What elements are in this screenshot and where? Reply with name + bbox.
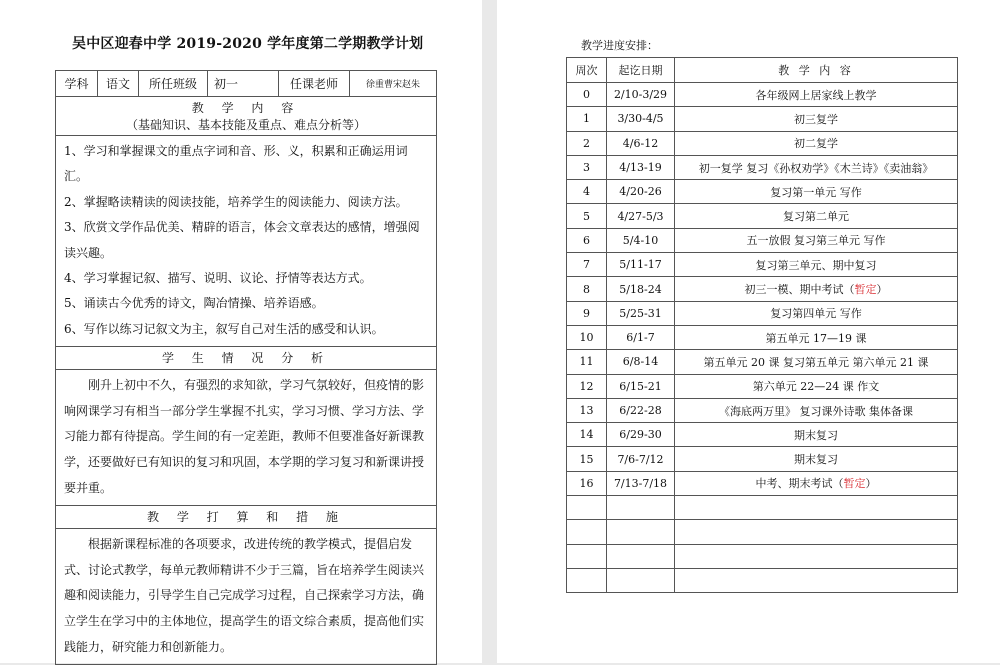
content-text: 初一复学 复习《孙权劝学》《木兰诗》《卖油翁》 bbox=[698, 161, 934, 175]
empty-row bbox=[567, 544, 958, 568]
content-cell bbox=[675, 447, 958, 471]
content-cell bbox=[675, 398, 958, 422]
empty-cell bbox=[607, 544, 675, 568]
week-cell: 15 bbox=[567, 447, 607, 471]
schedule-row bbox=[567, 107, 958, 131]
content-cell bbox=[675, 350, 958, 374]
header-dates: 起讫日期 bbox=[607, 58, 675, 83]
content-items bbox=[56, 136, 437, 347]
week-cell: 0 bbox=[567, 83, 607, 107]
dates-cell: 5/11-17 bbox=[607, 253, 675, 277]
dates-cell: 5/4-10 bbox=[607, 228, 675, 252]
week-cell: 3 bbox=[567, 155, 607, 179]
content-item: 6、写作以练习记叙文为主，叙写自己对生活的感受和认识。 bbox=[64, 321, 384, 336]
content-cell bbox=[675, 301, 958, 325]
week-cell: 4 bbox=[567, 180, 607, 204]
week-cell: 6 bbox=[567, 228, 607, 252]
week-cell: 2 bbox=[567, 131, 607, 155]
schedule-row bbox=[567, 350, 958, 374]
student-analysis-text: 刚升上初中不久，有强烈的求知欲，学习气氛较好，但疫情的影响网课学习有相当一部分学生掌握不扎实，学习习惯、学习方法、学习能力都有待提高。学生间的有一定差距，教师不但要准备好新课教学，还要做好已有知识的复习和巩固，本学期的学习复习和新课讲授要并重。 bbox=[64, 378, 425, 495]
week-cell: 13 bbox=[567, 398, 607, 422]
document-page-left bbox=[0, 0, 482, 663]
content-text: 中考、期末考试（ bbox=[755, 477, 844, 491]
dates-cell: 6/8-14 bbox=[607, 350, 675, 374]
empty-cell bbox=[675, 520, 958, 544]
student-section-body bbox=[56, 370, 437, 506]
schedule-row bbox=[567, 301, 958, 325]
dates-cell: 4/13-19 bbox=[607, 155, 675, 179]
dates-cell: 6/15-21 bbox=[607, 374, 675, 398]
schedule-row bbox=[567, 131, 958, 155]
empty-cell bbox=[567, 544, 607, 568]
empty-cell bbox=[675, 496, 958, 520]
schedule-row bbox=[567, 180, 958, 204]
content-cell bbox=[675, 204, 958, 228]
empty-cell bbox=[567, 496, 607, 520]
week-cell: 16 bbox=[567, 471, 607, 495]
content-text: 复习第四单元 写作 bbox=[770, 307, 862, 321]
content-item: 2、掌握略读精读的阅读技能，培养学生的阅读能力、阅读方法。 bbox=[64, 194, 408, 209]
subject-label: 学科 bbox=[56, 71, 98, 97]
dates-cell: 2/10-3/29 bbox=[607, 83, 675, 107]
content-section-header bbox=[56, 97, 437, 136]
content-text: 第五单元 20 课 复习第五单元 第六单元 21 课 bbox=[703, 355, 929, 369]
empty-row bbox=[567, 496, 958, 520]
week-cell: 9 bbox=[567, 301, 607, 325]
dates-cell: 4/27-5/3 bbox=[607, 204, 675, 228]
week-cell: 12 bbox=[567, 374, 607, 398]
content-text: 期末复习 bbox=[794, 453, 838, 467]
schedule-row bbox=[567, 253, 958, 277]
content-cell bbox=[675, 131, 958, 155]
tentative-note: 暂定 bbox=[843, 477, 866, 491]
content-text: 五一放假 复习第三单元 写作 bbox=[746, 234, 886, 248]
empty-cell bbox=[675, 568, 958, 592]
schedule-row bbox=[567, 423, 958, 447]
content-cell bbox=[675, 423, 958, 447]
dates-cell: 6/1-7 bbox=[607, 325, 675, 349]
content-text: 第五单元 17—19 课 bbox=[765, 331, 867, 345]
content-text: 复习第二单元 bbox=[783, 210, 849, 224]
note-close: ） bbox=[876, 283, 888, 297]
week-cell: 10 bbox=[567, 325, 607, 349]
dates-cell: 7/6-7/12 bbox=[607, 447, 675, 471]
empty-row bbox=[567, 568, 958, 592]
content-section-subtitle: （基础知识、基本技能及重点、难点分析等） bbox=[125, 118, 366, 132]
dates-cell: 6/22-28 bbox=[607, 398, 675, 422]
class-value: 初一 bbox=[208, 71, 279, 97]
content-text: 初三一模、期中考试（ bbox=[744, 283, 855, 297]
schedule-row bbox=[567, 374, 958, 398]
content-cell bbox=[675, 277, 958, 301]
dates-cell: 4/20-26 bbox=[607, 180, 675, 204]
empty-cell bbox=[607, 520, 675, 544]
content-text: 初三复学 bbox=[794, 112, 838, 126]
schedule-row bbox=[567, 228, 958, 252]
schedule-header-row bbox=[567, 58, 958, 83]
tentative-note: 暂定 bbox=[854, 283, 877, 297]
plan-section-header bbox=[56, 506, 437, 529]
schedule-row bbox=[567, 204, 958, 228]
document-title: 吴中区迎春中学 2019-2020 学年度第二学期教学计划 bbox=[72, 36, 424, 52]
dates-cell: 6/29-30 bbox=[607, 423, 675, 447]
content-item: 3、欣赏文学作品优美、精辟的语言，体会文章表达的感情，增强阅读兴趣。 bbox=[64, 220, 420, 260]
week-cell: 1 bbox=[567, 107, 607, 131]
teacher-label: 任课老师 bbox=[279, 71, 350, 97]
student-section-title: 学 生 情 况 分 析 bbox=[161, 351, 331, 366]
plan-section-body bbox=[56, 529, 437, 665]
empty-cell bbox=[607, 568, 675, 592]
week-cell: 8 bbox=[567, 277, 607, 301]
content-text: 期末复习 bbox=[794, 428, 838, 442]
class-label: 所任班级 bbox=[139, 71, 208, 97]
plan-measures-text: 根据新课程标准的各项要求，改进传统的教学模式，提倡启发式、讨论式教学，每单元教师精讲不少于三篇，旨在培养学生阅读兴趣和阅读能力，引导学生自己完成学习过程，自己探索学习方法，确立学生在学习中的主体地位，提高学生的语文综合素质，提高他们实践能力，研究能力和创新能力。 bbox=[64, 537, 425, 654]
document-page-right bbox=[497, 0, 1000, 663]
content-cell bbox=[675, 180, 958, 204]
empty-cell bbox=[607, 496, 675, 520]
content-cell bbox=[675, 374, 958, 398]
schedule-row bbox=[567, 471, 958, 495]
empty-cell bbox=[567, 568, 607, 592]
dates-cell: 3/30-4/5 bbox=[607, 107, 675, 131]
schedule-row bbox=[567, 325, 958, 349]
content-text: 第六单元 22—24 课 作文 bbox=[752, 380, 880, 394]
week-cell: 5 bbox=[567, 204, 607, 228]
schedule-table bbox=[566, 57, 958, 593]
schedule-row bbox=[567, 83, 958, 107]
schedule-row bbox=[567, 277, 958, 301]
content-cell bbox=[675, 107, 958, 131]
dates-cell: 5/18-24 bbox=[607, 277, 675, 301]
content-section-title: 教 学 内 容 bbox=[191, 101, 301, 115]
content-item: 1、学习和掌握课文的重点字词和音、形、义，积累和正确运用词汇。 bbox=[64, 144, 408, 184]
note-close: ） bbox=[865, 477, 877, 491]
empty-row bbox=[567, 520, 958, 544]
schedule-row bbox=[567, 155, 958, 179]
empty-cell bbox=[675, 544, 958, 568]
schedule-caption: 教学进度安排： bbox=[581, 39, 658, 52]
header-week: 周次 bbox=[567, 58, 607, 83]
dates-cell: 5/25-31 bbox=[607, 301, 675, 325]
plan-section-title: 教 学 打 算 和 措 施 bbox=[147, 510, 345, 525]
content-text: 《海底两万里》 复习课外诗歌 集体备课 bbox=[719, 404, 913, 418]
content-text: 初二复学 bbox=[794, 137, 838, 151]
content-item: 4、学习掌握记叙、描写、说明、议论、抒情等表达方式。 bbox=[64, 271, 372, 286]
teacher-value: 徐重曹宋赵朱 bbox=[350, 71, 437, 97]
content-cell bbox=[675, 325, 958, 349]
week-cell: 7 bbox=[567, 253, 607, 277]
schedule-row bbox=[567, 398, 958, 422]
content-cell bbox=[675, 83, 958, 107]
week-cell: 11 bbox=[567, 350, 607, 374]
schedule-row bbox=[567, 447, 958, 471]
content-cell bbox=[675, 155, 958, 179]
dates-cell: 7/13-7/18 bbox=[607, 471, 675, 495]
student-section-header bbox=[56, 347, 437, 370]
content-text: 复习第一单元 写作 bbox=[770, 185, 862, 199]
content-cell bbox=[675, 228, 958, 252]
content-cell bbox=[675, 253, 958, 277]
content-text: 各年级网上居家线上教学 bbox=[755, 88, 877, 102]
content-cell bbox=[675, 471, 958, 495]
week-cell: 14 bbox=[567, 423, 607, 447]
dates-cell: 4/6-12 bbox=[607, 131, 675, 155]
content-text: 复习第三单元、期中复习 bbox=[755, 258, 877, 272]
info-row bbox=[56, 71, 437, 97]
empty-cell bbox=[567, 520, 607, 544]
header-content: 教 学 内 容 bbox=[675, 58, 958, 83]
subject-value: 语文 bbox=[98, 71, 139, 97]
teaching-plan-table bbox=[55, 70, 437, 665]
content-item: 5、诵读古今优秀的诗文，陶冶情操、培养语感。 bbox=[64, 296, 324, 311]
